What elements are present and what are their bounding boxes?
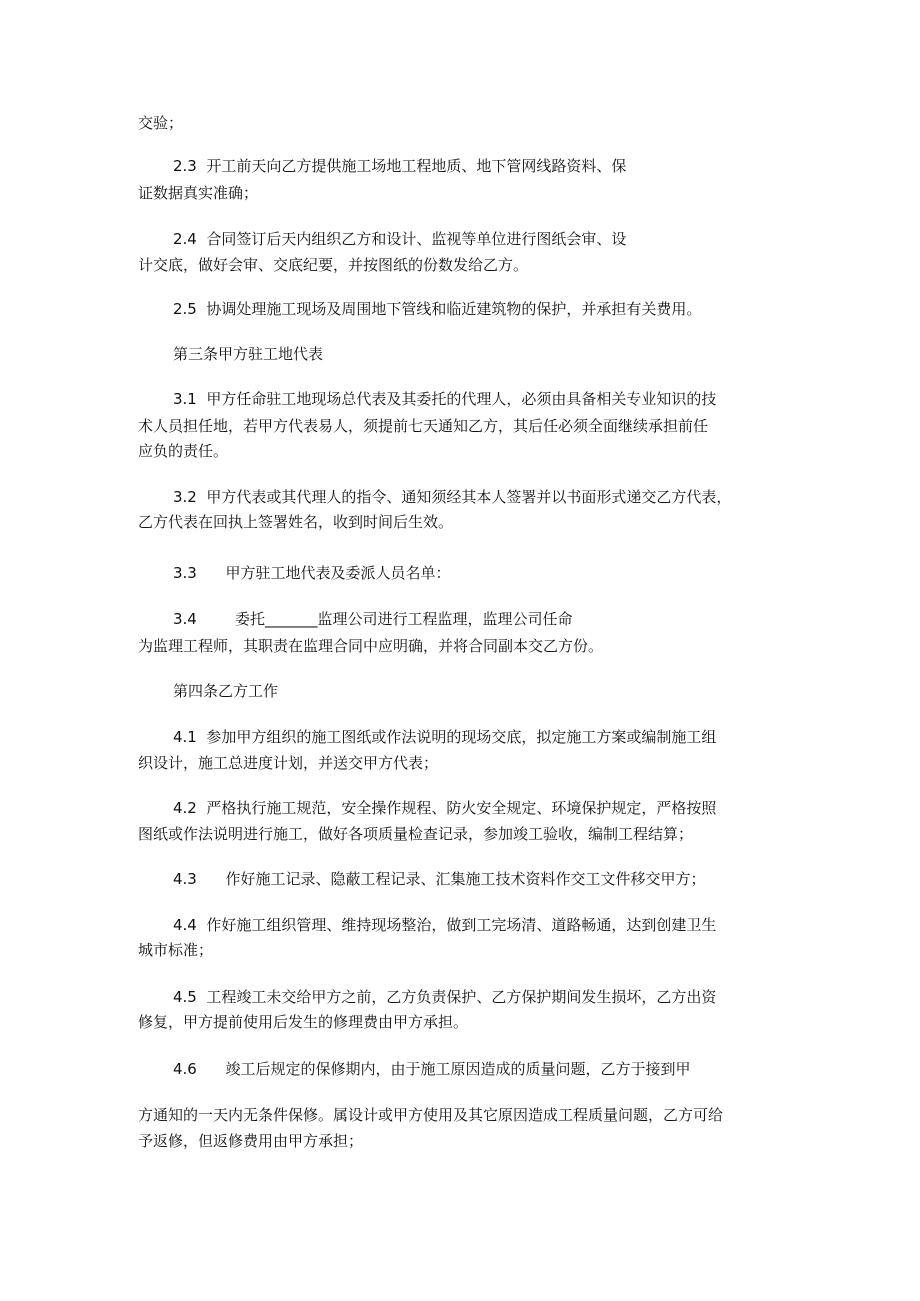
text-line: 4.4 作好施工组织管理、维持现场整治，做到工完场清、道路畅通，达到创建卫生	[173, 916, 717, 934]
text-line: 为监理工程师，其职责在监理合同中应明确，并将合同副本交乙方份。	[138, 637, 604, 655]
text-line: 应负的责任。	[138, 442, 229, 460]
text-line: 4.1 参加甲方组织的施工图纸或作法说明的现场交底，拟定施工方案或编制施工组	[173, 728, 717, 746]
text-line: 3.3 甲方驻工地代表及委派人员名单：	[173, 564, 451, 582]
text-line: 乙方代表在回执上签署姓名，收到时间后生效。	[138, 513, 454, 531]
section-heading: 第三条甲方驻工地代表	[173, 345, 324, 363]
text-line: 2.4 合同签订后天内组织乙方和设计、监视等单位进行图纸会审、设	[173, 230, 627, 248]
text-line: 2.3 开工前天向乙方提供施工场地工程地质、地下管网线路资料、保	[173, 157, 627, 175]
text-line: 织设计，施工总进度计划，并送交甲方代表；	[138, 754, 439, 772]
text-line: 城市标准；	[138, 941, 214, 959]
text-line: 4.5 工程竣工未交给甲方之前，乙方负责保护、乙方保护期间发生损坏，乙方出资	[173, 988, 717, 1006]
text-line: 图纸或作法说明进行施工，做好各项质量检查记录，参加竣工验收，编制工程结算；	[138, 825, 694, 843]
text-line: 4.3 作好施工记录、隐蔽工程记录、汇集施工技术资料作交工文件移交甲方；	[173, 870, 706, 888]
text-line: 4.6 竣工后规定的保修期内，由于施工原因造成的质量问题，乙方于接到甲	[173, 1060, 691, 1078]
text-line: 交验；	[138, 114, 184, 132]
text-line: 2.5 协调处理施工现场及周围地下管线和临近建筑物的保护，并承担有关费用。	[173, 300, 702, 318]
text-line: 证数据真实准确；	[138, 184, 259, 202]
text-line: 术人员担任地，若甲方代表易人，须提前七天通知乙方，其后任必须全面继续承担前任	[138, 417, 709, 435]
text-line: 予返修，但返修费用由甲方承担；	[138, 1132, 364, 1150]
text-line: 4.2 严格执行施工规范，安全操作规程、防火安全规定、环境保护规定，严格按照	[173, 799, 717, 817]
text-line: 方通知的一天内无条件保修。属设计或甲方使用及其它原因造成工程质量问题，乙方可给	[138, 1106, 724, 1124]
text-line: 3.1 甲方任命驻工地现场总代表及其委托的代理人，必须由具备相关专业知识的技	[173, 390, 717, 408]
text-line: 3.4 委托_______监理公司进行工程监理，监理公司任命	[173, 610, 573, 628]
text-line: 3.2 甲方代表或其代理人的指令、通知须经其本人签署并以书面形式递交乙方代表，	[173, 488, 732, 506]
text-line: 计交底，做好会审、交底纪要，并按图纸的份数发给乙方。	[138, 256, 529, 274]
section-heading: 第四条乙方工作	[173, 682, 279, 700]
text-line: 修复，甲方提前使用后发生的修理费由甲方承担。	[138, 1013, 469, 1031]
